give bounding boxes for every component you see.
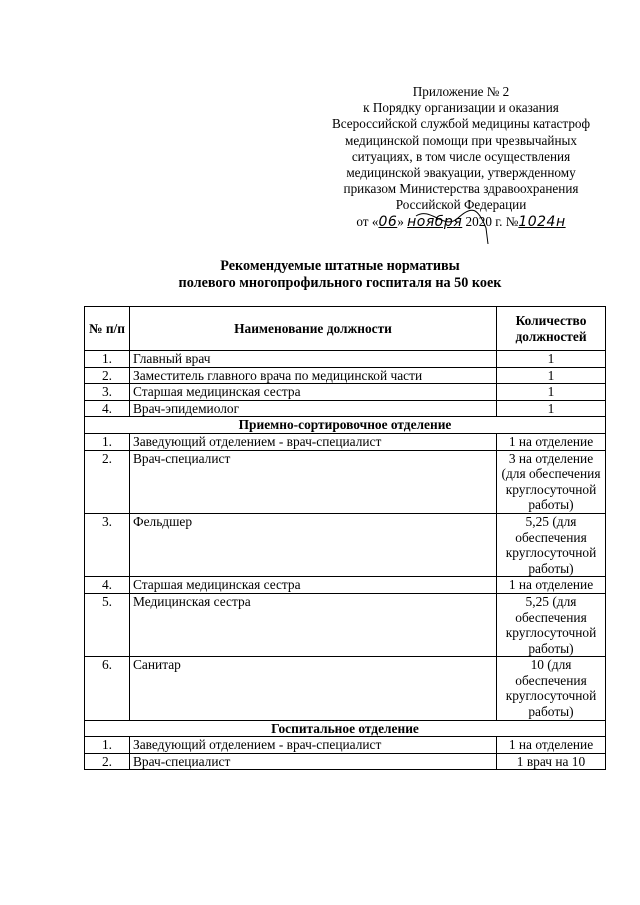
table-row bbox=[85, 400, 606, 417]
appendix-line: медицинской помощи при чрезвычайных bbox=[345, 132, 577, 148]
section-title: Приемно-сортировочное отделение bbox=[85, 417, 606, 434]
appendix-line: медицинской эвакуации, утвержденному bbox=[346, 165, 576, 181]
row-qty: 5,25 (для обеспечения круглосуточной работы) bbox=[497, 513, 606, 576]
date-day: 06 bbox=[378, 213, 398, 230]
row-qty: 5,25 (для обеспечения круглосуточной работы) bbox=[497, 593, 606, 656]
table-row bbox=[85, 513, 606, 576]
row-position: Заместитель главного врача по медицинской части bbox=[130, 367, 497, 384]
table-row bbox=[85, 367, 606, 384]
table-row bbox=[85, 753, 606, 770]
row-position: Врач-эпидемиолог bbox=[130, 400, 497, 417]
row-num: 4. bbox=[85, 577, 130, 594]
order-number: 1024н bbox=[518, 213, 566, 230]
row-qty: 1 врач на 10 bbox=[497, 753, 606, 770]
appendix-line: Всероссийской службой медицины катастроф bbox=[331, 116, 591, 132]
row-qty: 1 bbox=[497, 351, 606, 368]
row-qty: 1 на отделение bbox=[497, 433, 606, 450]
table-header-row bbox=[85, 307, 606, 351]
header-name: Наименование должности bbox=[130, 307, 497, 351]
row-num: 3. bbox=[85, 513, 130, 576]
row-qty: 1 bbox=[497, 367, 606, 384]
row-position: Врач-специалист bbox=[130, 450, 497, 513]
row-num: 3. bbox=[85, 384, 130, 401]
row-qty: 1 bbox=[497, 384, 606, 401]
staffing-table bbox=[84, 306, 606, 770]
table-row bbox=[85, 450, 606, 513]
row-position: Заведующий отделением - врач-специалист bbox=[130, 737, 497, 754]
row-position: Фельдшер bbox=[130, 513, 497, 576]
date-month: ноября bbox=[407, 213, 463, 230]
row-position: Врач-специалист bbox=[130, 753, 497, 770]
row-num: 2. bbox=[85, 367, 130, 384]
table-row bbox=[85, 351, 606, 368]
table-row bbox=[85, 577, 606, 594]
row-position: Санитар bbox=[130, 657, 497, 720]
appendix-line: к Порядку организации и оказания bbox=[363, 100, 559, 116]
row-qty: 1 на отделение bbox=[497, 737, 606, 754]
header-qty: Количество должностей bbox=[497, 307, 606, 351]
header-num: № п/п bbox=[85, 307, 130, 351]
date-year: 2020 г. № bbox=[465, 213, 519, 229]
appendix-line: ситуациях, в том числе осуществления bbox=[351, 148, 571, 164]
row-position: Медицинская сестра bbox=[130, 593, 497, 656]
title-line-2: полевого многопрофильного госпиталя на 50 коек bbox=[178, 275, 502, 291]
appendix-line: приказом Министерства здравоохранения bbox=[343, 181, 579, 197]
row-position: Старшая медицинская сестра bbox=[130, 384, 497, 401]
row-num: 2. bbox=[85, 450, 130, 513]
date-prefix: от « bbox=[356, 213, 379, 229]
table-row bbox=[85, 657, 606, 720]
appendix-line: Российской Федерации bbox=[395, 197, 527, 213]
title-line-1: Рекомендуемые штатные нормативы bbox=[220, 258, 460, 274]
row-position: Заведующий отделением - врач-специалист bbox=[130, 433, 497, 450]
row-qty: 1 bbox=[497, 400, 606, 417]
signature-stroke bbox=[396, 176, 546, 246]
row-num: 1. bbox=[85, 433, 130, 450]
row-num: 6. bbox=[85, 657, 130, 720]
table-row bbox=[85, 384, 606, 401]
row-position: Главный врач bbox=[130, 351, 497, 368]
row-num: 4. bbox=[85, 400, 130, 417]
section-header-row bbox=[85, 720, 606, 737]
table-row bbox=[85, 433, 606, 450]
row-qty: 1 на отделение bbox=[497, 577, 606, 594]
row-num: 1. bbox=[85, 351, 130, 368]
table-row bbox=[85, 737, 606, 754]
section-header-row bbox=[85, 417, 606, 434]
row-qty: 3 на отделение (для обеспечения круглосуточной работы) bbox=[497, 450, 606, 513]
document-title bbox=[60, 258, 620, 292]
row-num: 1. bbox=[85, 737, 130, 754]
appendix-line: Приложение № 2 bbox=[412, 84, 510, 99]
row-position: Старшая медицинская сестра bbox=[130, 577, 497, 594]
row-num: 5. bbox=[85, 593, 130, 656]
date-mid: » bbox=[397, 213, 404, 229]
table-row bbox=[85, 593, 606, 656]
section-title: Госпитальное отделение bbox=[85, 720, 606, 737]
row-qty: 10 (для обеспечения круглосуточной работы) bbox=[497, 657, 606, 720]
row-num: 2. bbox=[85, 753, 130, 770]
